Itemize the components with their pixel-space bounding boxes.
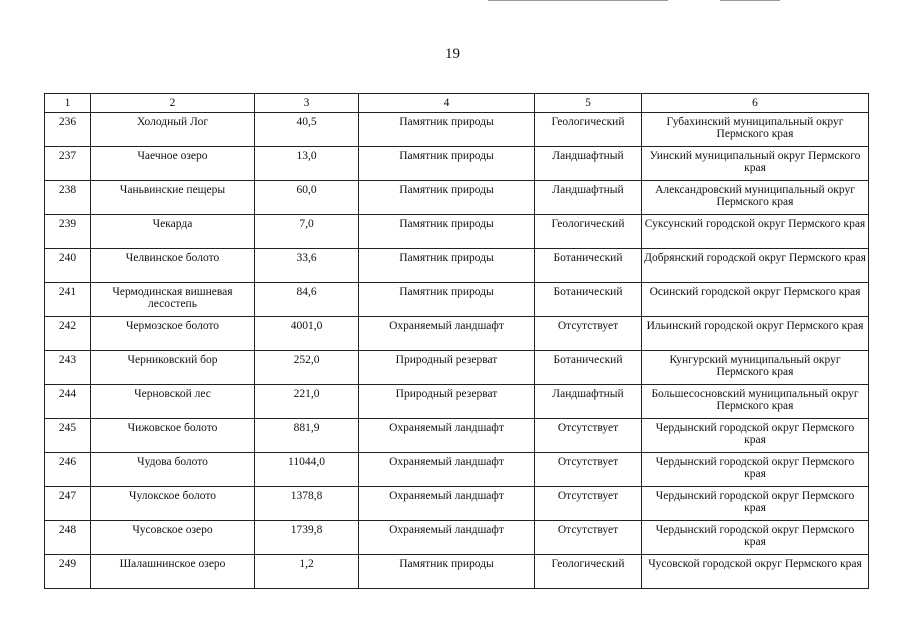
table-row — [45, 317, 869, 351]
municipality-cell: Чердынский городской округ Пермского края — [642, 453, 869, 487]
row-index-cell: 241 — [45, 283, 91, 317]
column-number: 6 — [642, 94, 869, 113]
area-size-cell: 4001,0 — [255, 317, 359, 351]
area-size-cell: 881,9 — [255, 419, 359, 453]
area-size-cell: 60,0 — [255, 181, 359, 215]
profile-cell: Геологический — [535, 113, 642, 147]
area-name-cell: Холодный Лог — [91, 113, 255, 147]
category-cell: Охраняемый ландшафт — [359, 521, 535, 555]
table-row — [45, 351, 869, 385]
table-row — [45, 249, 869, 283]
profile-cell: Отсутствует — [535, 419, 642, 453]
area-size-cell: 252,0 — [255, 351, 359, 385]
profile-cell: Отсутствует — [535, 521, 642, 555]
table-row — [45, 215, 869, 249]
area-name-cell: Чаечное озеро — [91, 147, 255, 181]
municipality-cell: Уинский муниципальный округ Пермского края — [642, 147, 869, 181]
municipality-cell: Чусовской городской округ Пермского края — [642, 555, 869, 589]
municipality-cell: Осинский городской округ Пермского края — [642, 283, 869, 317]
category-cell: Памятник природы — [359, 283, 535, 317]
page-number: 19 — [445, 46, 460, 62]
row-index-cell: 249 — [45, 555, 91, 589]
table-row — [45, 555, 869, 589]
profile-cell: Ландшафтный — [535, 181, 642, 215]
row-index-cell: 246 — [45, 453, 91, 487]
category-cell: Памятник природы — [359, 113, 535, 147]
table-row — [45, 419, 869, 453]
area-name-cell: Чермозское болото — [91, 317, 255, 351]
profile-cell: Геологический — [535, 215, 642, 249]
row-index-cell: 247 — [45, 487, 91, 521]
municipality-cell: Большесосновский муниципальный округ Пермского края — [642, 385, 869, 419]
profile-cell: Ландшафтный — [535, 147, 642, 181]
category-cell: Охраняемый ландшафт — [359, 419, 535, 453]
table-row — [45, 283, 869, 317]
column-number: 1 — [45, 94, 91, 113]
profile-cell: Геологический — [535, 555, 642, 589]
municipality-cell: Губахинский муниципальный округ Пермского края — [642, 113, 869, 147]
area-name-cell: Чаньвинские пещеры — [91, 181, 255, 215]
table-row — [45, 147, 869, 181]
row-index-cell: 242 — [45, 317, 91, 351]
row-index-cell: 239 — [45, 215, 91, 249]
area-name-cell: Чермодинская вишневая лесостепь — [91, 283, 255, 317]
table-row — [45, 487, 869, 521]
category-cell: Охраняемый ландшафт — [359, 487, 535, 521]
row-index-cell: 236 — [45, 113, 91, 147]
category-cell: Охраняемый ландшафт — [359, 317, 535, 351]
category-cell: Памятник природы — [359, 215, 535, 249]
area-size-cell: 7,0 — [255, 215, 359, 249]
area-name-cell: Черниковский бор — [91, 351, 255, 385]
area-name-cell: Чулокское болото — [91, 487, 255, 521]
municipality-cell: Чердынский городской округ Пермского края — [642, 419, 869, 453]
table-row — [45, 521, 869, 555]
row-index-cell: 237 — [45, 147, 91, 181]
column-number: 3 — [255, 94, 359, 113]
profile-cell: Ботанический — [535, 283, 642, 317]
municipality-cell: Чердынский городской округ Пермского края — [642, 487, 869, 521]
row-index-cell: 248 — [45, 521, 91, 555]
table-row — [45, 181, 869, 215]
profile-cell: Отсутствует — [535, 453, 642, 487]
protected-areas-table — [44, 93, 869, 589]
category-cell: Охраняемый ландшафт — [359, 453, 535, 487]
row-index-cell: 245 — [45, 419, 91, 453]
municipality-cell: Добрянский городской округ Пермского края — [642, 249, 869, 283]
area-size-cell: 1739,8 — [255, 521, 359, 555]
area-size-cell: 13,0 — [255, 147, 359, 181]
area-name-cell: Челвинское болото — [91, 249, 255, 283]
profile-cell: Ботанический — [535, 351, 642, 385]
category-cell: Памятник природы — [359, 249, 535, 283]
area-name-cell: Чекарда — [91, 215, 255, 249]
column-number: 5 — [535, 94, 642, 113]
table-body — [45, 113, 869, 589]
area-name-cell: Черновской лес — [91, 385, 255, 419]
area-size-cell: 1378,8 — [255, 487, 359, 521]
municipality-cell: Александровский муниципальный округ Пермского края — [642, 181, 869, 215]
column-number-row — [45, 94, 869, 113]
municipality-cell: Кунгурский муниципальный округ Пермского края — [642, 351, 869, 385]
area-name-cell: Шалашнинское озеро — [91, 555, 255, 589]
area-name-cell: Чудова болото — [91, 453, 255, 487]
profile-cell: Ботанический — [535, 249, 642, 283]
area-name-cell: Чусовское озеро — [91, 521, 255, 555]
municipality-cell: Суксунский городской округ Пермского края — [642, 215, 869, 249]
row-index-cell: 243 — [45, 351, 91, 385]
row-index-cell: 240 — [45, 249, 91, 283]
category-cell: Памятник природы — [359, 555, 535, 589]
area-size-cell: 1,2 — [255, 555, 359, 589]
scan-edge-line-right — [720, 0, 780, 1]
area-size-cell: 11044,0 — [255, 453, 359, 487]
row-index-cell: 238 — [45, 181, 91, 215]
table-row — [45, 453, 869, 487]
table-row — [45, 385, 869, 419]
profile-cell: Отсутствует — [535, 317, 642, 351]
scan-edge-line-left — [488, 0, 668, 1]
area-size-cell: 221,0 — [255, 385, 359, 419]
row-index-cell: 244 — [45, 385, 91, 419]
category-cell: Памятник природы — [359, 147, 535, 181]
municipality-cell: Ильинский городской округ Пермского края — [642, 317, 869, 351]
area-name-cell: Чижовское болото — [91, 419, 255, 453]
category-cell: Природный резерват — [359, 385, 535, 419]
municipality-cell: Чердынский городской округ Пермского края — [642, 521, 869, 555]
profile-cell: Ландшафтный — [535, 385, 642, 419]
area-size-cell: 84,6 — [255, 283, 359, 317]
column-number: 2 — [91, 94, 255, 113]
category-cell: Природный резерват — [359, 351, 535, 385]
column-number: 4 — [359, 94, 535, 113]
area-size-cell: 40,5 — [255, 113, 359, 147]
category-cell: Памятник природы — [359, 181, 535, 215]
profile-cell: Отсутствует — [535, 487, 642, 521]
area-size-cell: 33,6 — [255, 249, 359, 283]
table-row — [45, 113, 869, 147]
